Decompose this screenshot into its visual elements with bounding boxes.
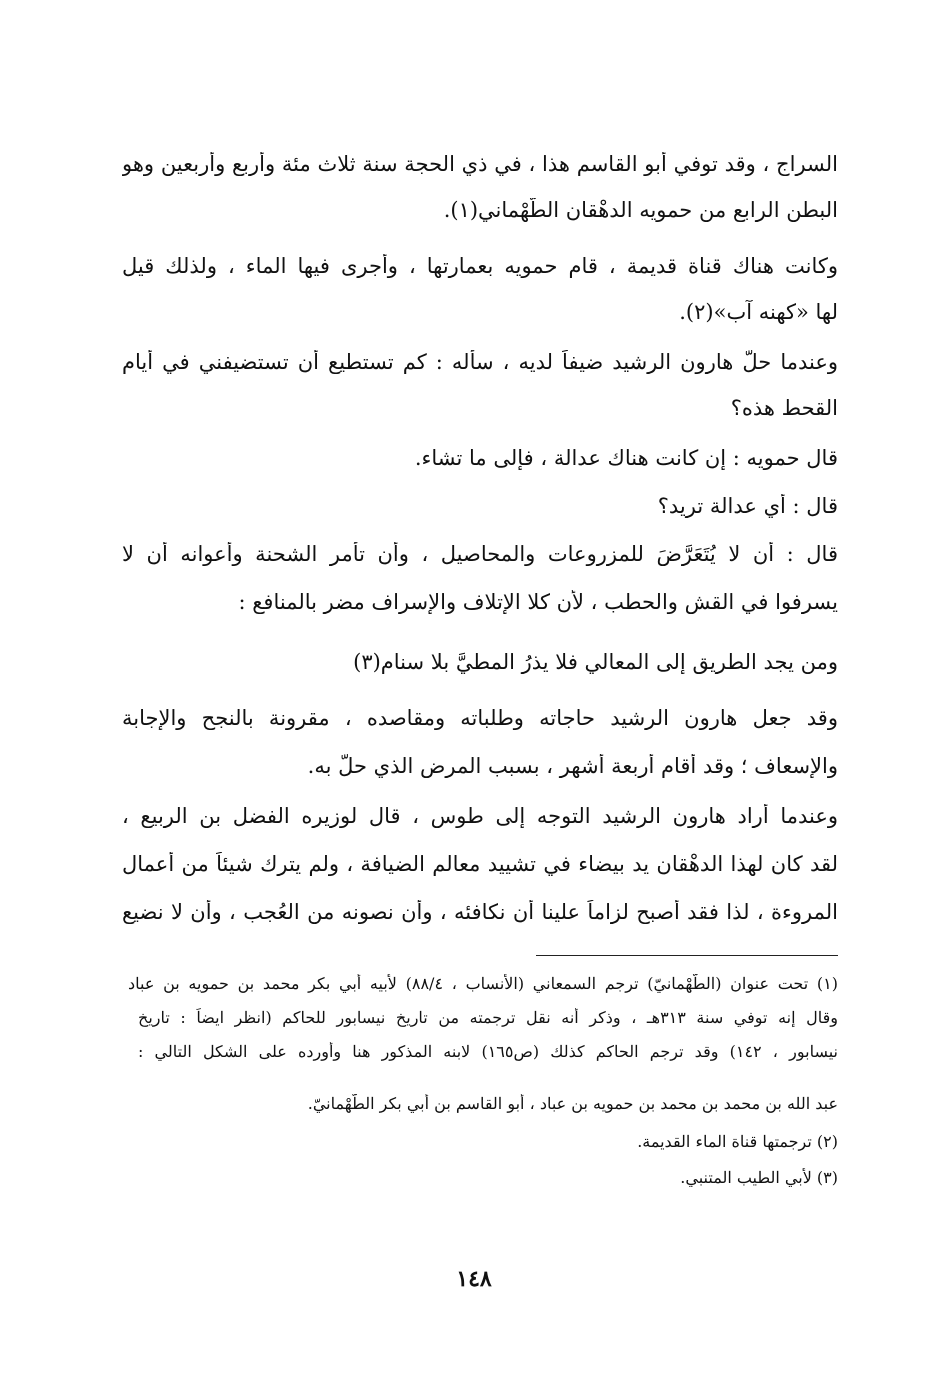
- text-line: قال : أن لا يُتَعَرَّضَ للمزروعات والمحاصيل ، وأن تأمر الشحنة وأعوانه أن لا: [122, 542, 838, 566]
- footnote-line: (٢) ترجمتها قناة الماء القديمة.: [637, 1132, 838, 1151]
- text-line: يسرفوا في القش والحطب ، لأن كلا الإتلاف والإسراف مضر بالمنافع :: [238, 590, 838, 614]
- text-line: والإسعاف ؛ وقد أقام أربعة أشهر ، بسبب المرض الذي حلّ به.: [307, 754, 838, 778]
- text-line: وعندما حلّ هارون الرشيد ضيفاً لديه ، سأله : كم تستطيع أن تستضيفني في أيام: [122, 350, 838, 374]
- text-line: السراج ، وقد توفي أبو القاسم هذا ، في ذي الحجة سنة ثلاث مئة وأربع وأربعين وهو: [122, 152, 838, 176]
- text-line: المروءة ، لذا فقد أصبح لزاماً علينا أن نكافئه ، وأن نصونه من العُجب ، وأن لا نضيع: [122, 900, 838, 924]
- text-line: لها «كهنه آب»(٢).: [679, 300, 838, 324]
- footnote-line: نيسابور ، ١٤٢) وقد ترجم الحاكم كذلك (ص١٦٥) لابنه المذكور هنا وأورده على الشكل التالي :: [138, 1042, 838, 1061]
- footnote-separator: [536, 955, 838, 956]
- text-line: القحط هذه؟: [730, 396, 838, 420]
- text-line: قال : أي عدالة تريد؟: [657, 494, 838, 518]
- footnote-line: عبد الله بن محمد بن محمد بن حمويه بن عباد ، أبو القاسم بن أبي بكر الطّهْمانيّ.: [307, 1094, 838, 1113]
- poem-verse: ومن يجد الطريق إلى المعالي فلا يذرُ المطيَّ بلا سنامِ(٣): [353, 650, 838, 674]
- text-line: قال حمويه : إن كانت هناك عدالة ، فإلى ما تشاء.: [414, 446, 838, 470]
- footnote-line: وقال إنه توفي سنة ٣١٣هـ ، وذكر أنه نقل ترجمته من تاريخ نيسابور للحاكم (انظر ايضاً : تاريخ: [138, 1008, 838, 1027]
- text-line: البطن الرابع من حمويه الدهْقان الطّهْماني(١).: [443, 198, 838, 222]
- text-line: وكانت هناك قناة قديمة ، قام حمويه بعمارتها ، وأجرى فيها الماء ، ولذلك قيل: [122, 254, 838, 278]
- footnote-line: (٣) لأبي الطيب المتنبي.: [680, 1168, 838, 1187]
- text-line: لقد كان لهذا الدهْقان يد بيضاء في تشييد معالم الضيافة ، ولم يترك شيئاً من أعمال: [122, 852, 838, 876]
- page-number: ١٤٨: [456, 1266, 492, 1292]
- text-line: وقد جعل هارون الرشيد حاجاته وطلباته ومقاصده ، مقرونة بالنجح والإجابة: [122, 706, 838, 730]
- footnote-line: (١) تحت عنوان (الطّهْمانيّ) ترجم السمعاني (الأنساب ، ٨٨/٤) لأبيه أبي بكر محمد بن حمويه بن عباد: [128, 974, 838, 993]
- text-line: وعندما أراد هارون الرشيد التوجه إلى طوس ، قال لوزيره الفضل بن الربيع ،: [122, 804, 838, 828]
